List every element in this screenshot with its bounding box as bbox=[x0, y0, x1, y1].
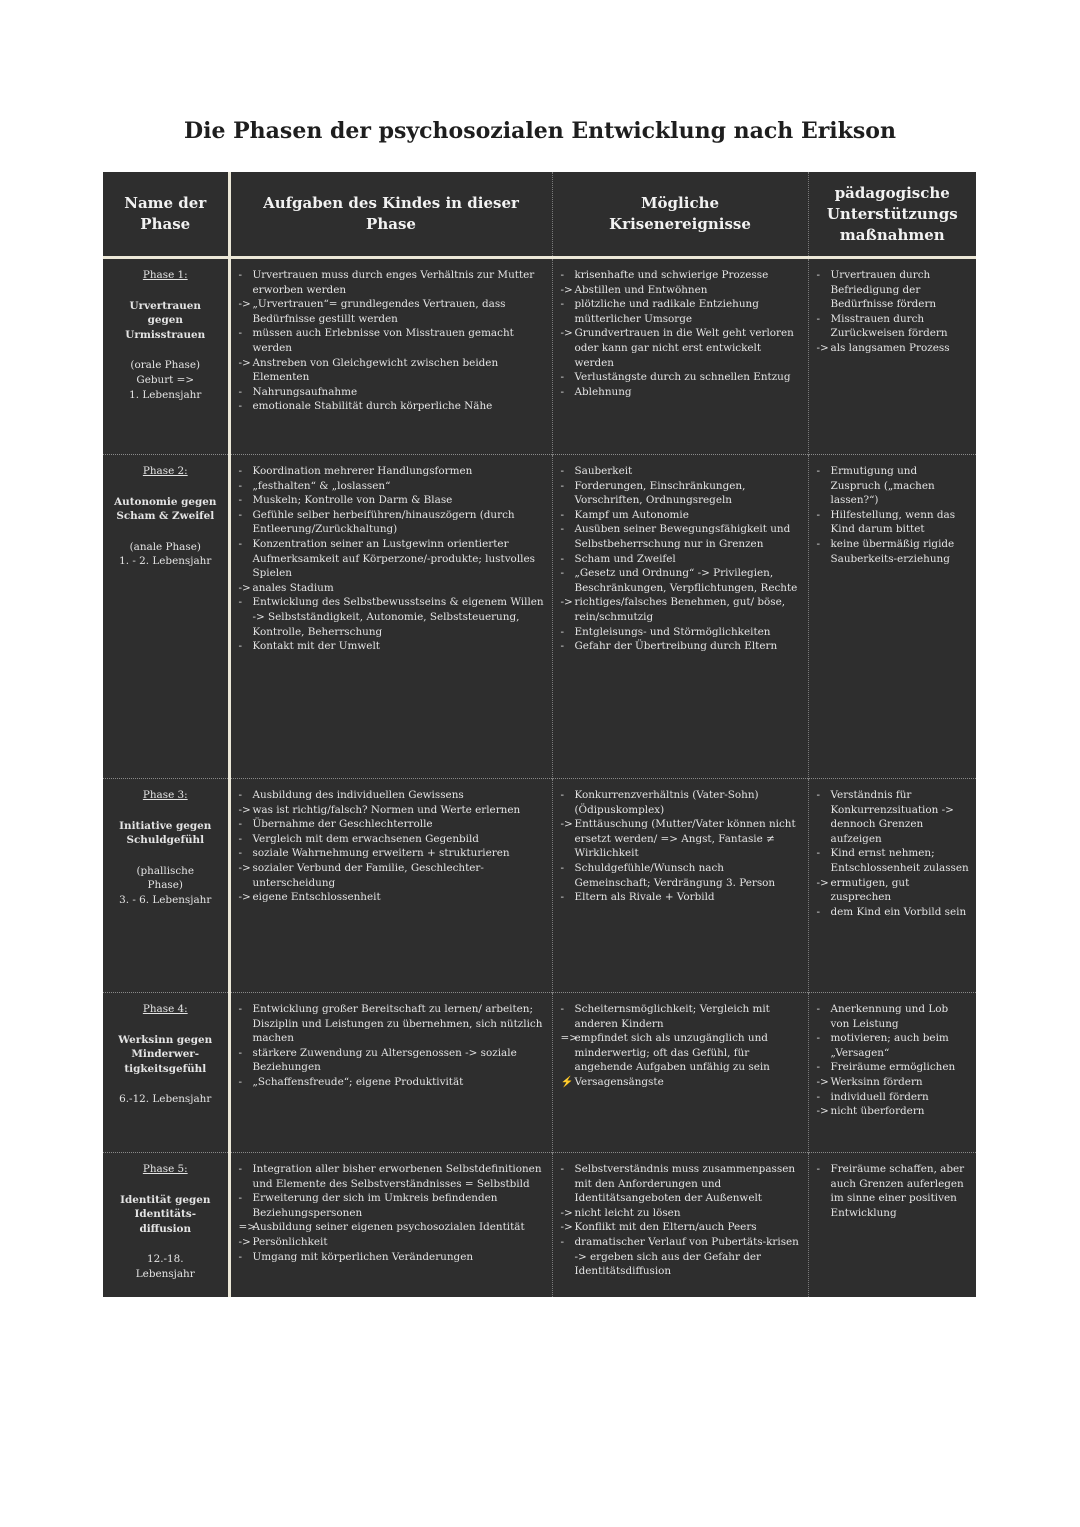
bullet-marker: - bbox=[816, 905, 821, 918]
item-text: ermutigen, gut zusprechen bbox=[830, 876, 910, 904]
phase-info: (anale Phase) 1. - 2. Lebensjahr bbox=[119, 540, 212, 568]
crises-list bbox=[561, 268, 802, 399]
item-text: Urvertrauen muss durch enges Verhältnis zur Mutter erworben werden bbox=[252, 269, 535, 296]
item-text: individuell fördern bbox=[830, 1090, 929, 1103]
list-item bbox=[561, 522, 802, 551]
item-text: Verständnis für Konkurrenzsituation -> dennoch Grenzen aufzeigen bbox=[830, 789, 954, 845]
list-item bbox=[561, 297, 802, 326]
bullet-marker: - bbox=[560, 640, 565, 653]
list-item bbox=[239, 832, 546, 847]
list-item bbox=[239, 861, 546, 890]
item-text: keine übermäßig rigide Sauberkeits-erziehung bbox=[830, 537, 955, 565]
phase-name: Autonomie gegen Scham & Zweifel bbox=[114, 495, 217, 523]
bullet-marker: - bbox=[238, 385, 243, 398]
item-text: eigene Entschlossenheit bbox=[252, 891, 381, 904]
phase-info: (orale Phase) Geburt => 1. Lebensjahr bbox=[129, 359, 202, 401]
bullet-marker: -> bbox=[238, 1235, 251, 1248]
bullet-marker: -> bbox=[238, 298, 251, 311]
list-item bbox=[561, 1002, 802, 1031]
list-item bbox=[239, 890, 546, 905]
phase-name: Identität gegen Identitäts- diffusion bbox=[120, 1193, 211, 1235]
bullet-marker: - bbox=[560, 298, 565, 311]
bullet-marker: - bbox=[560, 861, 565, 874]
item-text: als langsamen Prozess bbox=[830, 341, 950, 354]
list-item bbox=[817, 312, 971, 341]
bullet-marker: - bbox=[238, 1075, 243, 1088]
item-text: Selbstverständnis muss zusammenpassen mit den Anforderungen und Identitätsangeboten der Außenwelt bbox=[574, 1163, 796, 1205]
item-text: Anstreben von Gleichgewicht zwischen beiden Elementen bbox=[252, 356, 499, 384]
bullet-marker: - bbox=[238, 1163, 243, 1175]
bullet-marker: - bbox=[816, 312, 821, 325]
bullet-marker: - bbox=[238, 1003, 243, 1015]
bullet-marker: - bbox=[238, 1192, 243, 1205]
support-list bbox=[817, 1162, 971, 1220]
bullet-marker: -> bbox=[816, 1075, 829, 1088]
item-text: Verlustängste durch zu schnellen Entzug bbox=[574, 371, 791, 384]
item-text: sozialer Verbund der Familie, Geschlechter-unterscheidung bbox=[252, 861, 484, 889]
list-item bbox=[561, 326, 802, 370]
item-text: nicht überfordern bbox=[830, 1105, 925, 1118]
phase-name-cell bbox=[103, 258, 229, 455]
list-item bbox=[239, 639, 546, 654]
item-text: Konkurrenzverhältnis (Vater-Sohn) (Ödipuskomplex) bbox=[574, 789, 759, 816]
item-text: Persönlichkeit bbox=[252, 1235, 328, 1248]
header-phase-name: Name der Phase bbox=[103, 172, 229, 258]
list-item bbox=[561, 1235, 802, 1279]
support-list bbox=[817, 788, 971, 919]
list-item bbox=[817, 464, 971, 508]
support-cell bbox=[808, 455, 976, 779]
list-item bbox=[817, 268, 971, 312]
list-item bbox=[239, 1191, 546, 1220]
list-item bbox=[817, 341, 971, 356]
phase-label: Phase 1: bbox=[142, 269, 188, 281]
list-item bbox=[817, 1075, 971, 1090]
crises-cell bbox=[552, 258, 808, 455]
support-cell bbox=[808, 779, 976, 993]
tasks-cell bbox=[229, 779, 552, 993]
bullet-marker: - bbox=[238, 494, 243, 507]
bullet-marker: => bbox=[560, 1032, 578, 1045]
item-text: Werksinn fördern bbox=[830, 1075, 923, 1088]
item-text: Hilfestellung, wenn das Kind darum bittet bbox=[830, 508, 956, 536]
tasks-cell bbox=[229, 455, 552, 779]
item-text: dem Kind ein Vorbild sein bbox=[830, 905, 967, 918]
header-tasks: Aufgaben des Kindes in dieser Phase bbox=[229, 172, 552, 258]
bullet-marker: - bbox=[238, 1250, 243, 1263]
bullet-marker: - bbox=[238, 537, 243, 550]
bullet-marker: -> bbox=[560, 596, 573, 609]
list-item bbox=[239, 817, 546, 832]
item-text: krisenhafte und schwierige Prozesse bbox=[574, 269, 769, 281]
bullet-marker: - bbox=[560, 385, 565, 398]
list-item bbox=[817, 876, 971, 905]
item-text: anales Stadium bbox=[252, 581, 334, 594]
list-item bbox=[561, 817, 802, 861]
bullet-marker: - bbox=[560, 625, 565, 638]
item-text: motivieren; auch beim „Versagen“ bbox=[830, 1032, 949, 1059]
phase-name-cell bbox=[103, 779, 229, 993]
list-item bbox=[239, 297, 546, 326]
list-item bbox=[561, 464, 802, 479]
item-text: Ausbildung des individuellen Gewissens bbox=[252, 789, 464, 801]
bullet-marker: - bbox=[238, 327, 243, 340]
item-text: Ausbildung seiner eigenen psychosozialen Identität bbox=[252, 1221, 525, 1234]
item-text: soziale Wahrnehmung erweitern + strukturieren bbox=[252, 847, 510, 860]
list-item bbox=[561, 479, 802, 508]
item-text: richtiges/falsches Benehmen, gut/ böse, rein/schmutzig bbox=[574, 596, 786, 623]
bullet-marker: - bbox=[238, 479, 243, 492]
list-item bbox=[817, 1090, 971, 1105]
bullet-marker: - bbox=[560, 789, 565, 801]
bullet-marker: -> bbox=[238, 891, 251, 904]
list-item bbox=[239, 1235, 546, 1250]
list-item bbox=[817, 1031, 971, 1060]
bullet-marker: - bbox=[560, 269, 565, 281]
phase-name-cell bbox=[103, 1153, 229, 1297]
item-text: Integration aller bisher erworbenen Selbstdefinitionen und Elemente des Selbstverständnisses = Selbstbild bbox=[252, 1163, 542, 1190]
item-text: Kontakt mit der Umwelt bbox=[252, 640, 380, 653]
list-item bbox=[561, 1220, 802, 1235]
list-item bbox=[561, 508, 802, 523]
item-text: Forderungen, Einschränkungen, Vorschriften, Ordnungsregeln bbox=[574, 479, 746, 507]
item-text: Gefahr der Übertreibung durch Eltern bbox=[574, 640, 778, 653]
list-item bbox=[239, 1046, 546, 1075]
crises-list bbox=[561, 1002, 802, 1090]
list-item bbox=[239, 268, 546, 297]
list-item bbox=[561, 788, 802, 817]
list-item bbox=[239, 356, 546, 385]
bullet-marker: - bbox=[816, 847, 821, 860]
tasks-list bbox=[239, 268, 546, 414]
bullet-marker: - bbox=[238, 1046, 243, 1059]
bullet-marker: - bbox=[238, 400, 243, 413]
item-text: müssen auch Erlebnisse von Misstrauen gemacht werden bbox=[252, 327, 514, 354]
bullet-marker: -> bbox=[560, 283, 573, 296]
tasks-cell bbox=[229, 1153, 552, 1297]
bullet-marker: - bbox=[560, 508, 565, 521]
bullet-marker: => bbox=[238, 1221, 256, 1234]
phase-label: Phase 3: bbox=[142, 789, 188, 801]
list-item bbox=[239, 1075, 546, 1090]
support-cell bbox=[808, 993, 976, 1153]
bullet-marker: - bbox=[238, 847, 243, 860]
phase-info: 12.-18. Lebensjahr bbox=[135, 1253, 195, 1280]
item-text: Ablehnung bbox=[574, 385, 632, 398]
bullet-marker: - bbox=[560, 1163, 565, 1175]
list-item bbox=[817, 508, 971, 537]
bullet-marker: - bbox=[560, 523, 565, 536]
item-text: Freiräume schaffen, aber auch Grenzen auferlegen im sinne einer positiven Entwicklung bbox=[830, 1163, 965, 1219]
page-title: Die Phasen der psychosozialen Entwicklung nach Erikson bbox=[184, 118, 896, 144]
item-text: Abstillen und Entwöhnen bbox=[574, 283, 708, 296]
list-item bbox=[561, 595, 802, 624]
phase-row bbox=[103, 993, 976, 1153]
list-item bbox=[561, 283, 802, 298]
list-item bbox=[239, 1162, 546, 1191]
item-text: Entwicklung des Selbstbewusstseins & eigenem Willen -> Selbstständigkeit, Autonomie, Selbststeuerung, Kontrolle, Beherrschung bbox=[252, 596, 544, 638]
bullet-marker: ⚡ bbox=[560, 1075, 574, 1088]
bullet-marker: - bbox=[560, 465, 565, 477]
list-item bbox=[561, 385, 802, 400]
list-item bbox=[561, 625, 802, 640]
bullet-marker: - bbox=[238, 269, 243, 281]
item-text: „Gesetz und Ordnung“ -> Privilegien, Beschränkungen, Verpflichtungen, Rechte bbox=[574, 567, 798, 594]
tasks-list bbox=[239, 1002, 546, 1090]
phase-label: Phase 2: bbox=[142, 465, 188, 477]
item-text: Koordination mehrerer Handlungsformen bbox=[252, 465, 473, 477]
list-item bbox=[239, 479, 546, 494]
item-text: Konflikt mit den Eltern/auch Peers bbox=[574, 1221, 757, 1234]
phase-row bbox=[103, 779, 976, 993]
list-item bbox=[239, 1002, 546, 1046]
bullet-marker: -> bbox=[560, 1206, 573, 1219]
list-item bbox=[561, 861, 802, 890]
item-text: Muskeln; Kontrolle von Darm & Blase bbox=[252, 494, 453, 507]
item-text: Gefühle selber herbeiführen/hinauszögern (durch Entleerung/Zurückhaltung) bbox=[252, 508, 515, 536]
phase-name-cell bbox=[103, 993, 229, 1153]
item-text: plötzliche und radikale Entziehung mütterlicher Umsorge bbox=[574, 298, 759, 325]
list-item bbox=[817, 1162, 971, 1220]
bullet-marker: - bbox=[816, 1032, 821, 1045]
bullet-marker: -> bbox=[238, 581, 251, 594]
item-text: Eltern als Rivale + Vorbild bbox=[574, 891, 715, 904]
crises-cell bbox=[552, 993, 808, 1153]
phase-name: Werksinn gegen Minderwer- tigkeitsgefühl bbox=[118, 1033, 213, 1075]
list-item bbox=[561, 566, 802, 595]
bullet-marker: - bbox=[560, 371, 565, 384]
bullet-marker: -> bbox=[238, 861, 251, 874]
bullet-marker: - bbox=[238, 832, 243, 845]
item-text: Vergleich mit dem erwachsenen Gegenbild bbox=[252, 832, 479, 845]
list-item bbox=[239, 1250, 546, 1265]
list-item bbox=[817, 1104, 971, 1119]
list-item bbox=[561, 552, 802, 567]
item-text: Schuldgefühle/Wunsch nach Gemeinschaft; Verdrängung 3. Person bbox=[574, 861, 776, 889]
item-text: Entgleisungs- und Störmöglichkeiten bbox=[574, 625, 771, 638]
bullet-marker: - bbox=[816, 508, 821, 521]
bullet-marker: -> bbox=[560, 327, 573, 340]
item-text: Entwicklung großer Bereitschaft zu lernen/ arbeiten; Disziplin und Leistungen zu übernehmen, sich nützlich machen bbox=[252, 1003, 543, 1045]
tasks-cell bbox=[229, 993, 552, 1153]
list-item bbox=[239, 537, 546, 581]
list-item bbox=[239, 493, 546, 508]
item-text: „festhalten“ & „loslassen“ bbox=[252, 479, 391, 492]
support-list bbox=[817, 464, 971, 566]
bullet-marker: - bbox=[560, 567, 565, 580]
item-text: Sauberkeit bbox=[574, 465, 633, 477]
list-item bbox=[239, 399, 546, 414]
erikson-table bbox=[103, 172, 976, 1297]
item-text: Ermutigung und Zuspruch („machen lassen?“) bbox=[830, 465, 935, 507]
phase-name: Urvertrauen gegen Urmisstrauen bbox=[125, 299, 206, 341]
item-text: Urvertrauen durch Befriedigung der Bedürfnisse fördern bbox=[830, 269, 937, 311]
crises-list bbox=[561, 788, 802, 905]
bullet-marker: - bbox=[238, 465, 243, 477]
bullet-marker: - bbox=[816, 1003, 821, 1015]
bullet-marker: - bbox=[238, 640, 243, 653]
list-item bbox=[239, 508, 546, 537]
tasks-list bbox=[239, 788, 546, 905]
list-item bbox=[817, 1002, 971, 1031]
crises-cell bbox=[552, 455, 808, 779]
list-item bbox=[239, 464, 546, 479]
list-item bbox=[239, 326, 546, 355]
bullet-marker: - bbox=[816, 269, 821, 281]
bullet-marker: - bbox=[816, 1061, 821, 1074]
item-text: Kampf um Autonomie bbox=[574, 508, 689, 521]
list-item bbox=[817, 537, 971, 566]
bullet-marker: - bbox=[816, 537, 821, 550]
list-item bbox=[561, 1031, 802, 1075]
item-text: Anerkennung und Lob von Leistung bbox=[830, 1003, 949, 1030]
phase-info: 6.-12. Lebensjahr bbox=[119, 1093, 212, 1106]
item-text: empfindet sich als unzugänglich und minderwertig; oft das Gefühl, für angehende Aufgaben unfähig zu sein bbox=[574, 1032, 770, 1074]
bullet-marker: - bbox=[816, 465, 821, 477]
phase-row bbox=[103, 1153, 976, 1297]
bullet-marker: - bbox=[238, 596, 243, 609]
item-text: Nahrungsaufnahme bbox=[252, 385, 358, 398]
item-text: Ausüben seiner Bewegungsfähigkeit und Selbstbeherrschung nur in Grenzen bbox=[574, 523, 791, 550]
bullet-marker: - bbox=[560, 1235, 565, 1248]
bullet-marker: - bbox=[560, 552, 565, 565]
phase-name-cell bbox=[103, 455, 229, 779]
item-text: Versagensängste bbox=[574, 1075, 664, 1088]
item-text: Freiräume ermöglichen bbox=[830, 1061, 956, 1074]
list-item bbox=[561, 268, 802, 283]
item-text: was ist richtig/falsch? Normen und Werte erlernen bbox=[252, 803, 521, 816]
crises-list bbox=[561, 1162, 802, 1279]
bullet-marker: -> bbox=[238, 356, 251, 369]
list-item bbox=[561, 639, 802, 654]
bullet-marker: - bbox=[238, 789, 243, 801]
list-item bbox=[239, 788, 546, 803]
item-text: Übernahme der Geschlechterrolle bbox=[252, 818, 433, 831]
phase-info: (phallische Phase) 3. - 6. Lebensjahr bbox=[119, 864, 212, 906]
phase-row bbox=[103, 258, 976, 455]
phase-row bbox=[103, 455, 976, 779]
bullet-marker: - bbox=[560, 479, 565, 492]
bullet-marker: -> bbox=[560, 1221, 573, 1234]
list-item bbox=[561, 1162, 802, 1206]
bullet-marker: -> bbox=[816, 876, 829, 889]
bullet-marker: -> bbox=[560, 818, 573, 831]
item-text: nicht leicht zu lösen bbox=[574, 1206, 681, 1219]
bullet-marker: - bbox=[238, 818, 243, 831]
list-item bbox=[239, 803, 546, 818]
tasks-cell bbox=[229, 258, 552, 455]
list-item bbox=[239, 1220, 546, 1235]
item-text: Kind ernst nehmen; Entschlossenheit zulassen bbox=[830, 847, 969, 874]
phase-label: Phase 4: bbox=[142, 1003, 188, 1015]
item-text: „Schaffensfreude“; eigene Produktivität bbox=[252, 1075, 464, 1088]
item-text: Erweiterung der sich im Umkreis befindenden Beziehungspersonen bbox=[252, 1192, 498, 1219]
bullet-marker: -> bbox=[816, 341, 829, 354]
item-text: Scheiternsmöglichkeit; Vergleich mit anderen Kindern bbox=[574, 1003, 770, 1030]
list-item bbox=[239, 385, 546, 400]
support-cell bbox=[808, 1153, 976, 1297]
item-text: emotionale Stabilität durch körperliche Nähe bbox=[252, 400, 493, 413]
list-item bbox=[561, 890, 802, 905]
list-item bbox=[817, 788, 971, 846]
bullet-marker: - bbox=[816, 789, 821, 801]
list-item bbox=[239, 846, 546, 861]
item-text: Grundvertrauen in die Welt geht verloren oder kann gar nicht erst entwickelt werden bbox=[574, 327, 794, 369]
list-item bbox=[817, 1060, 971, 1075]
header-crises: Mögliche Krisenereignisse bbox=[552, 172, 808, 258]
support-cell bbox=[808, 258, 976, 455]
bullet-marker: - bbox=[560, 1003, 565, 1015]
bullet-marker: - bbox=[238, 508, 243, 521]
item-text: Scham und Zweifel bbox=[574, 552, 676, 565]
support-list bbox=[817, 1002, 971, 1119]
bullet-marker: - bbox=[816, 1090, 821, 1103]
tasks-list bbox=[239, 464, 546, 654]
header-support: pädagogische Unterstützungs maßnahmen bbox=[808, 172, 976, 258]
list-item bbox=[817, 846, 971, 875]
crises-list bbox=[561, 464, 802, 654]
list-item bbox=[561, 370, 802, 385]
bullet-marker: -> bbox=[816, 1105, 829, 1118]
bullet-marker: -> bbox=[238, 803, 251, 816]
support-list bbox=[817, 268, 971, 356]
list-item bbox=[239, 581, 546, 596]
item-text: Umgang mit körperlichen Veränderungen bbox=[252, 1250, 474, 1263]
item-text: Misstrauen durch Zurückweisen fördern bbox=[830, 312, 948, 340]
list-item bbox=[239, 595, 546, 639]
item-text: Enttäuschung (Mutter/Vater können nicht ersetzt werden/ => Angst, Fantasie ≠ Wirklichkeit bbox=[574, 818, 796, 860]
item-text: „Urvertrauen“= grundlegendes Vertrauen, dass Bedürfnisse gestillt werden bbox=[252, 298, 506, 325]
bullet-marker: - bbox=[560, 891, 565, 904]
list-item bbox=[817, 905, 971, 920]
phase-label: Phase 5: bbox=[142, 1163, 188, 1175]
tasks-list bbox=[239, 1162, 546, 1264]
item-text: Konzentration seiner an Lustgewinn orientierter Aufmerksamkeit auf Körperzone/-produkte; lustvolles Spielen bbox=[252, 537, 535, 580]
header-row bbox=[103, 172, 976, 258]
list-item bbox=[561, 1075, 802, 1090]
item-text: stärkere Zuwendung zu Altersgenossen -> soziale Beziehungen bbox=[252, 1046, 517, 1074]
crises-cell bbox=[552, 1153, 808, 1297]
bullet-marker: - bbox=[816, 1163, 821, 1175]
item-text: dramatischer Verlauf von Pubertäts-krisen -> ergeben sich aus der Gefahr der Identitätsdiffusion bbox=[574, 1235, 799, 1278]
list-item bbox=[561, 1206, 802, 1221]
crises-cell bbox=[552, 779, 808, 993]
phase-name: Initiative gegen Schuldgefühl bbox=[119, 819, 212, 847]
